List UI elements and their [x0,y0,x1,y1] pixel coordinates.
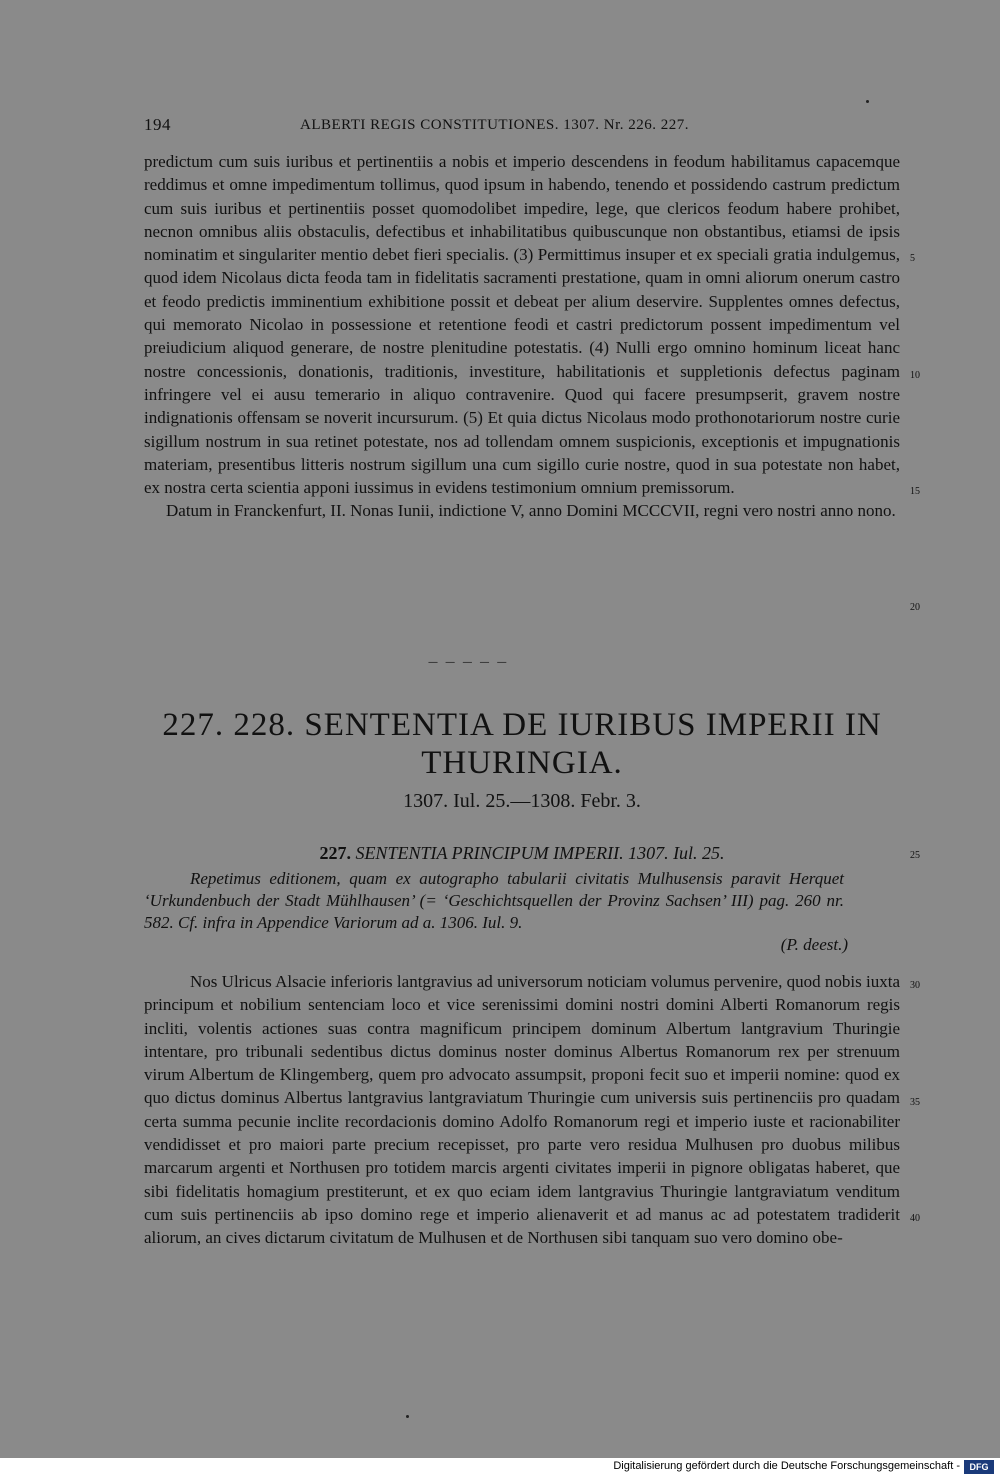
line-number: 40 [910,1213,920,1224]
line-number: 35 [910,1097,920,1108]
subsection-heading [140,843,904,864]
dfg-logo-icon: DFG [964,1460,994,1474]
subsection-number: 227. [319,843,351,863]
section-divider-ornament: — — — — — [428,657,509,668]
section-title: 227. 228. SENTENTIA DE IURIBUS IMPERII IN THURINGIA. [162,707,882,781]
line-number: 5 [910,253,915,264]
paragraph: Nos Ulricus Alsacie inferioris lantgravius ad universorum noticiam volumus pervenire, quod nobis iuxta principum et nobilium sentenciam loco et vice serenissimi domini nostri domini Alberti Romanorum regis incliti, volentis actiones suas contra magnificum principem dominum Albertum lantgravium Thuringie intentare, pro tribunali sedentibus dictus dominus noster dominus Albertus Romanorum rex per strenuum virum Albertum de Klingemberg, quem pro advocato assumpsit, proponi fecit suo et imperii nomine: quod ex quo dictus dominus Albertus lantgravius lantgraviatum Thuringie cum universis suis pertinenciis pro quadam certa summa pecunie inclite recordacionis domino Adolfo Romanorum regi et imperio iuste et racionabiliter vendidisset et pro maiori parte precium recepisset, pro parte vero residua Mulhusen pro duobus milibus marcarum argenti et Northusen pro totidem marcis argenti civitates imperii in pignore obligatas haberet, que sibi fidelitatis homagium prestiterunt, et ex quo eciam idem lantgravius Thuringie lantgraviatum venditum cum suis pertinenciis ab ipso domino rege et imperio alienaverit et ad manus ac ad potestatem tradiderit aliorum, an cives dictarum civitatum de Mulhusen et de Northusen sibi tanquam suo vero domino obe- [144,972,900,1248]
editorial-note-text: Repetimus editionem, quam ex autographo tabularii civitatis Mulhusensis paravit Herquet ‘Urkundenbuch der Stadt Mühlhausen’ (= ‘Geschichtsquellen der Provinz Sachsen’ III) pag. 260 nr. 582. Cf. infra in Appendice Variorum ad a. 1306. Iul. 9. [144,869,844,932]
page-number: 194 [144,115,171,134]
editorial-note-sigil: (P. deest.) [780,935,848,954]
text-block-document-227 [144,970,900,1250]
line-number: 10 [910,370,920,381]
page-header [144,115,900,137]
line-number: 15 [910,486,920,497]
text-block-document-226 [144,150,900,523]
datum-line: Datum in Franckenfurt, II. Nonas Iunii, indictione V, anno Domini MCCCVII, regni vero nostri anno nono. [166,501,896,521]
editorial-note [144,868,848,954]
paragraph: predictum cum suis iuribus et pertinentiis a nobis et imperio descendens in feodum habilitamus capacemque reddimus et omne impedimentum tollimus, quod ipsum in habendo, tenendo et possidendo castrum predictum cum suis iuribus et pertinentiis posset quomodolibet impedire, lege, que clericos feodum habere prohibet, necnon omnibus aliis obstaculis, defectibus et inhabilitatibus quibuscunque non obstantibus, etiamsi de ipsis nominatim et singulariter mentio debet fieri specialis. (3) Permittimus insuper et ex speciali gratia indulgemus, quod idem Nicolaus dicta feoda tam in fidelitatis sacramenti prestatione, quam in omni aliorum onerum castro et feodo predictis imminentium exhibitione possit et debeat per alium deservire. Supplentes omnes defectus, qui memorato Nicolao in possessione et retentione feodi et castri predictorum possent impedimentum vel preiudicium aliquod generare, de nostre plenitudine potestatis. (4) Nulli ergo omnino hominum liceat hanc nostre concessionis, donationis, traditionis, investiture, habilitationis et suppletionis defectus paginam infringere vel ei ausu temerario in aliquo contravenire. Quod qui facere presumpserit, gravem nostre indignationis offensam se noverit incursurum. (5) Et quia dictus Nicolaus modo prothonotariorum nostre curie sigillum nostrum in sua retinet potestate, nos ad tollendam omnem suspicionis, exceptionis et impugnationis materiam, presentibus litteris nostrum sigillum una cum sigillo curie nostre, quod in sua potestate non habet, ex nostra certa scientia apponi iussimus in evidens testimonium omnium premissorum. [144,152,900,498]
line-number: 20 [910,602,920,613]
running-title: ALBERTI REGIS CONSTITUTIONES. 1307. Nr. 226. 227. [300,117,690,133]
digitization-footer [0,1458,1000,1477]
footer-credit: Digitalisierung gefördert durch die Deutsche Forschungsgemeinschaft - [613,1460,960,1472]
scan-speck [406,1415,409,1418]
line-number: 25 [910,850,920,861]
section-date: 1307. Iul. 25.—1308. Febr. 3. [403,790,641,812]
scan-speck [866,100,869,103]
subsection-title: SENTENTIA PRINCIPUM IMPERII. 1307. Iul. 25. [355,843,725,863]
line-number: 30 [910,980,920,991]
